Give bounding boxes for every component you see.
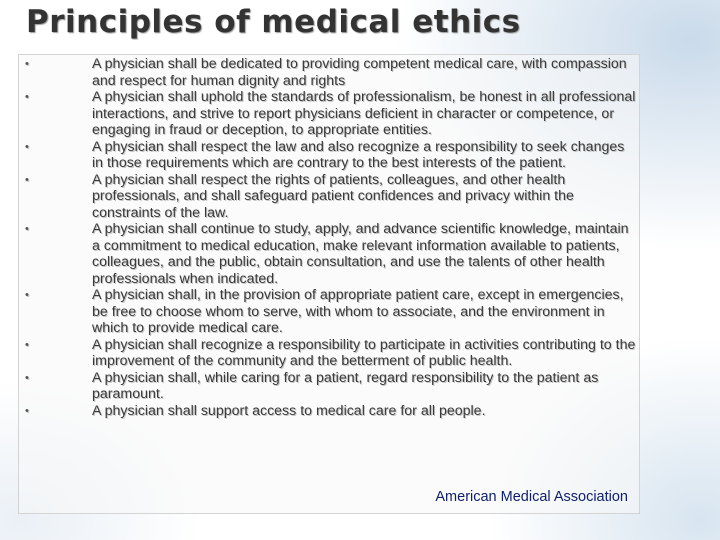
list-item <box>22 403 642 420</box>
principles-list <box>22 56 642 419</box>
source-attribution: American Medical Association <box>435 489 628 505</box>
bullet-icon: • <box>25 338 29 351</box>
list-item <box>22 337 642 370</box>
principle-text: A physician shall recognize a responsibility to participate in activities contributing to the improvement of the community and the betterment of public health. <box>92 336 636 369</box>
bullet-icon: • <box>25 289 29 301</box>
list-item <box>22 89 642 139</box>
principle-text: A physician shall be dedicated to providing competent medical care, with compassion and respect for human dignity and rights <box>92 56 627 89</box>
principle-text: A physician shall uphold the standards of professionalism, be honest in all professional interactions, and strive to report physicians deficient in character or competence, or engaging in fraud or deception, to appropriate entities. <box>92 89 636 138</box>
bullet-icon: • <box>25 173 29 186</box>
bullet-icon: • <box>25 140 29 153</box>
list-item <box>22 370 642 403</box>
bullet-icon: • <box>25 91 29 103</box>
list-item <box>22 221 642 287</box>
principle-text: A physician shall support access to medical care for all people. <box>92 402 486 419</box>
principle-text: A physician shall respect the law and also recognize a responsibility to seek changes in those requirements which are contrary to the best interests of the patient. <box>92 138 625 171</box>
principle-text: A physician shall respect the rights of patients, colleagues, and other health professionals, and shall safeguard patient confidences and privacy within the constraints of the law. <box>92 171 574 221</box>
principle-text: A physician shall, in the provision of appropriate patient care, except in emergencies, be free to choose whom to serve, with whom to associate, and the environment in which to provide medical care. <box>92 287 624 336</box>
principle-text: A physician shall continue to study, apply, and advance scientific knowledge, maintain a commitment to medical education, make relevant information available to patients, colleagues, and the public, obtain consultation, and use the talents of other health professionals when indicated. <box>92 221 629 287</box>
bullet-icon: • <box>25 58 29 70</box>
list-item <box>22 139 642 172</box>
bullet-icon: • <box>25 371 29 384</box>
list-item <box>22 287 642 337</box>
bullet-icon: • <box>25 404 29 417</box>
slide-title: Principles of medical ethics <box>26 4 521 40</box>
bullet-icon: • <box>25 223 29 235</box>
list-item <box>22 172 642 222</box>
principle-text: A physician shall, while caring for a patient, regard responsibility to the patient as paramount. <box>92 369 599 402</box>
list-item <box>22 56 642 89</box>
